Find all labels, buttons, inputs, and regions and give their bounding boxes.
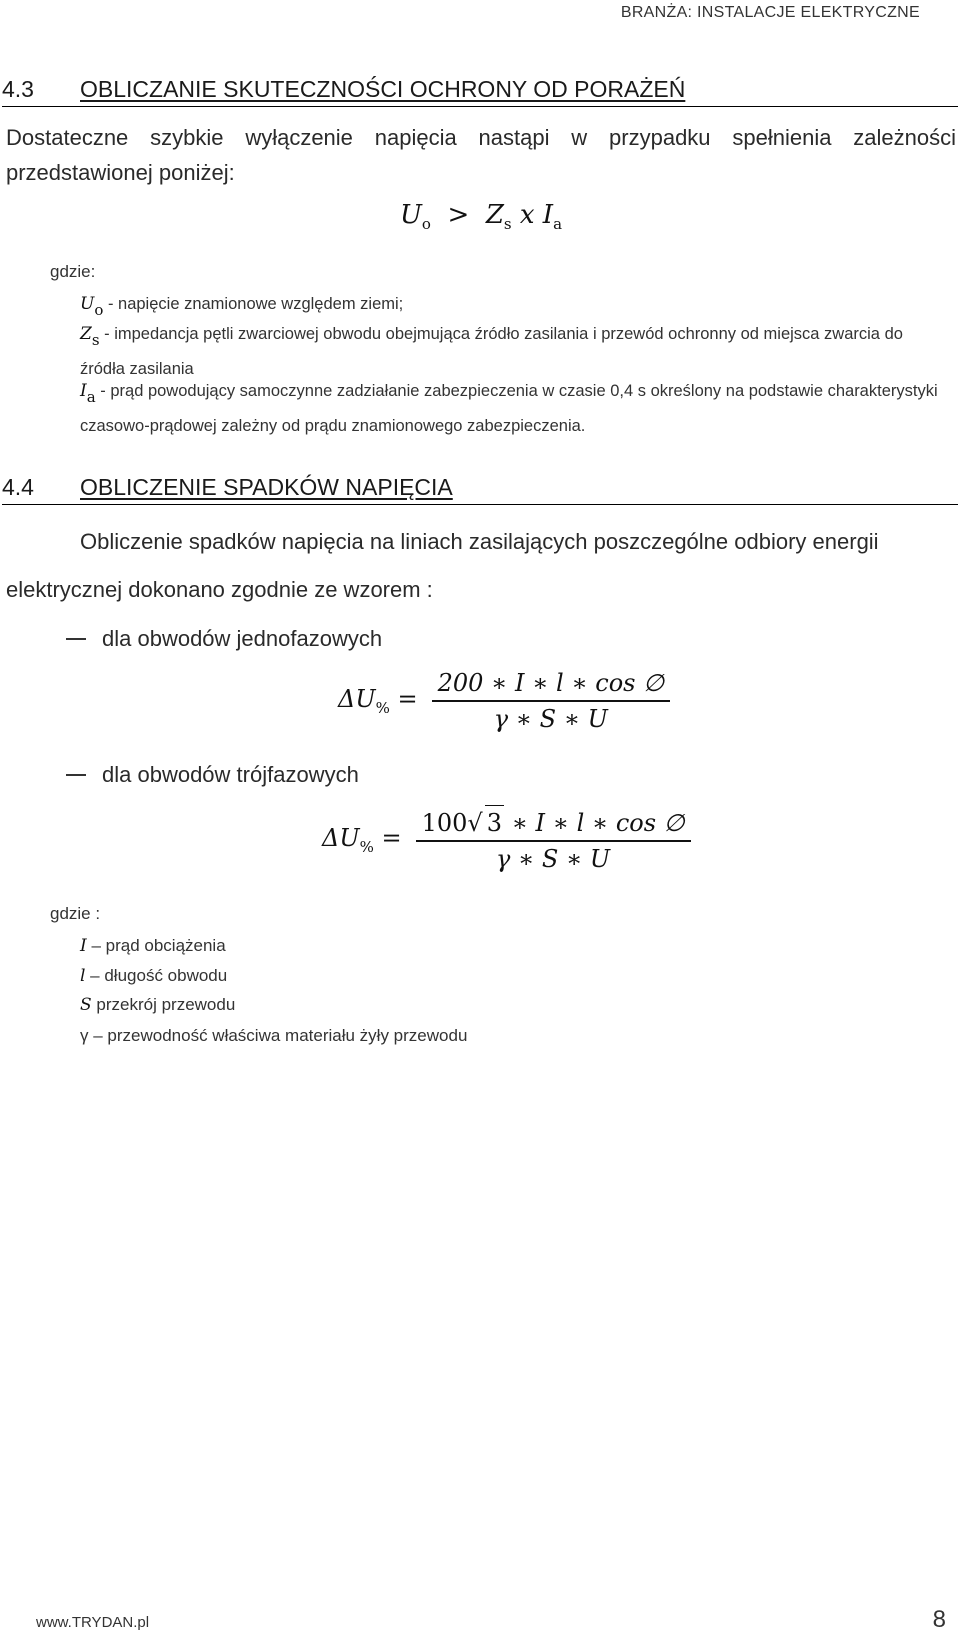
legend-length: l – długość obwodu: [80, 966, 228, 986]
denominator: γ ∗ S ∗ U: [493, 704, 608, 733]
voltage-drop-paragraph: Obliczenie spadków napięcia na liniach zasilających poszczególne odbiory energii elektrycznej dokonano zgodnie ze wzorem :: [6, 529, 879, 602]
definition-zs: Zs - impedancja pętli zwarciowej obwodu obejmująca źródło zasilania i przewód ochronny od miejsca zwarcia do źródła zasilania: [80, 324, 903, 378]
single-phase-formula: $\Delta U_{\%}$ = $\frac{200 ∗ I ∗ l ∗ \cos \emptyset}{\gamma ∗ S ∗ U}$: [338, 666, 670, 736]
three-phase-formula: $\Delta U_{\%}$ = $\frac{100√ 3 ∗ I ∗ l ∗ \cos \emptyset}{\gamma ∗ S ∗ U}$: [322, 805, 691, 876]
section-title: OBLICZANIE SKUTECZNOŚCI OCHRONY OD PORAŻEŃ: [80, 76, 686, 102]
legend-current: I – prąd obciążenia: [80, 936, 226, 956]
numerator: 100√ 3 ∗ I ∗ l ∗ cos ∅: [416, 805, 691, 840]
section-heading-4-4: [2, 474, 958, 505]
denominator: γ ∗ S ∗ U: [496, 844, 611, 873]
dash-bullet: [66, 774, 86, 776]
bullet-single-phase: dla obwodów jednofazowych: [66, 626, 382, 652]
where-label: gdzie:: [50, 262, 96, 281]
definition-uo: Uo - napięcie znamionowe względem ziemi;: [80, 294, 404, 319]
section-number: 4.4: [2, 474, 34, 500]
sqrt-radicand: 3: [485, 805, 504, 840]
dash-bullet: [66, 638, 86, 640]
legend-cross-section: S przekrój przewodu: [80, 995, 236, 1015]
numerator: 200 ∗ I ∗ l ∗ cos ∅: [437, 669, 664, 697]
page-number: 8: [932, 1606, 946, 1633]
bullet-three-phase: dla obwodów trójfazowych: [66, 762, 359, 788]
section-number: 4.3: [2, 76, 34, 102]
definition-ia: Ia - prąd powodujący samoczynne zadziałanie zabezpieczenia w czasie 0,4 s określony na podstawie charakterystyki czasowo-prądowej zależny od prądu znamionowego zabezpieczenia.: [80, 381, 938, 435]
legend-conductivity: γ – przewodność właściwa materiału żyły przewodu: [80, 1026, 468, 1045]
section-heading-4-3: [2, 76, 958, 107]
fraction: [432, 666, 670, 736]
protection-condition-formula: $U_o > Z_s$ x $I_a$: [400, 200, 563, 233]
running-header: BRANŻA: INSTALACJE ELEKTRYCZNE: [620, 4, 920, 21]
fraction: [416, 805, 691, 876]
footer-website: www.TRYDAN.pl: [36, 1614, 150, 1631]
section-title: OBLICZENIE SPADKÓW NAPIĘCIA: [80, 474, 453, 500]
where-label-2: gdzie :: [50, 904, 101, 923]
intro-paragraph: Dostateczne szybkie wyłączenie napięcia nastąpi w przypadku spełnienia zależności przedstawionej poniżej:: [6, 125, 956, 185]
